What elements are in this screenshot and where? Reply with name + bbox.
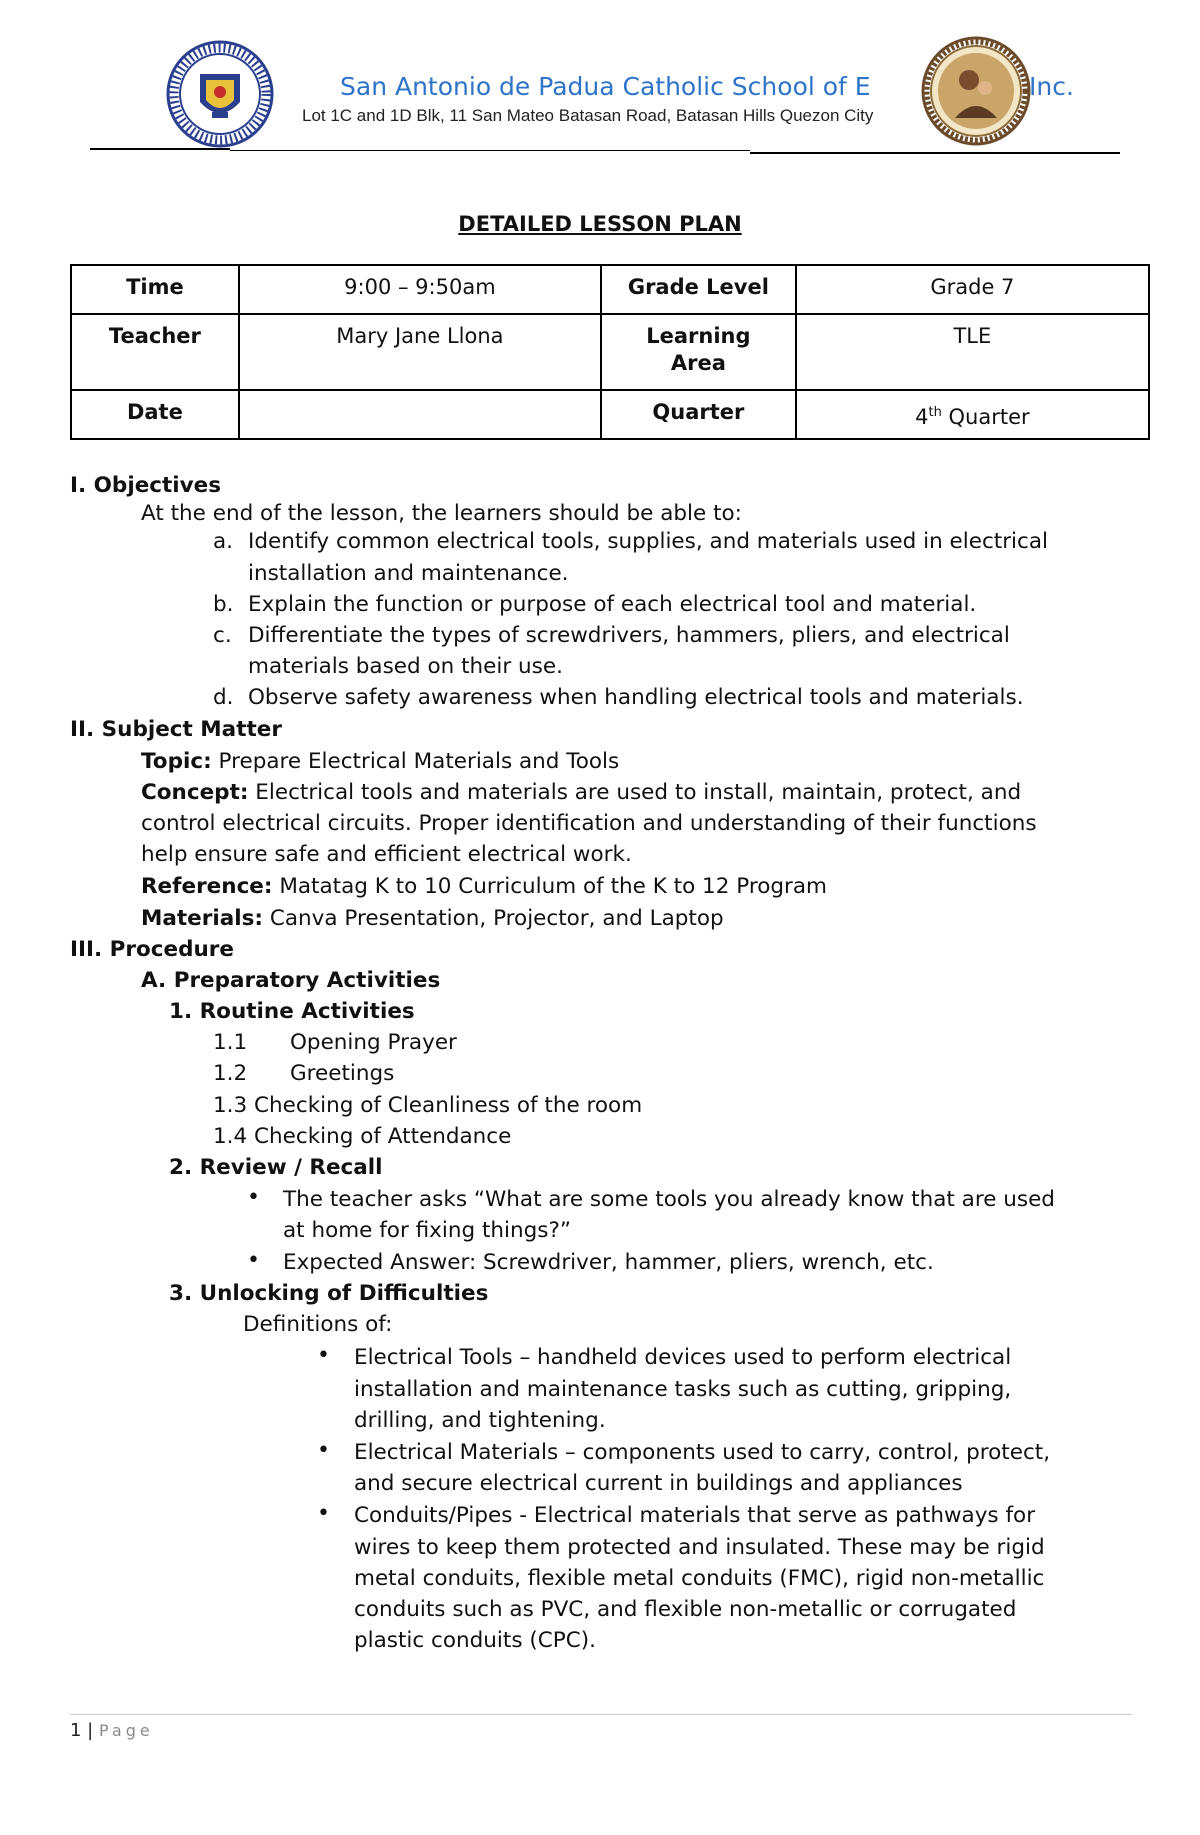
review-bullet-2: Expected Answer: Screwdriver, hammer, pliers, wrench, etc. [283,1250,934,1275]
objective-d-marker: d. [213,685,234,710]
objective-c-line1: Differentiate the types of screwdrivers, hammers, pliers, and electrical [248,623,1010,648]
definition-3-line1: Conduits/Pipes - Electrical materials that serve as pathways for [354,1503,1036,1528]
learning-area-value: TLE [796,314,1149,390]
time-label: Time [71,265,239,314]
school-name: San Antonio de Padua Catholic School of E [340,72,871,101]
quarter-number: 4 [915,405,929,429]
bullet-icon: • [317,1438,330,1463]
definitions-label: Definitions of: [243,1312,393,1337]
document-title: DETAILED LESSON PLAN [458,212,742,236]
concept-line3: help ensure safe and efficient electrical work. [141,842,632,867]
materials-line [141,905,724,933]
routine-3: 1.3 Checking of Cleanliness of the room [213,1093,643,1118]
preparatory-activities-heading: A. Preparatory Activities [141,968,441,993]
concept-label: Concept: [141,780,249,805]
routine-2-text: Greetings [290,1061,395,1086]
definition-1-line3: drilling, and tightening. [354,1408,606,1433]
learning-area-label-line2: Area [670,351,726,375]
concept-line2: control electrical circuits. Proper identification and understanding of their functions [141,811,1037,836]
review-bullet-1-line2: at home for fixing things?” [283,1218,572,1243]
header-rule-1 [90,148,230,150]
reference-label: Reference: [141,874,273,899]
teacher-label: Teacher [71,314,239,390]
bullet-icon: • [247,1248,260,1273]
routine-4: 1.4 Checking of Attendance [213,1124,512,1149]
learning-area-label-line1: Learning [646,324,751,348]
learning-area-label [601,314,796,390]
definition-3-line2: wires to keep them protected and insulated. These may be rigid [354,1535,1045,1560]
bullet-icon: • [317,1501,330,1526]
date-value [239,390,601,439]
grade-level-label: Grade Level [601,265,796,314]
reference-line [141,873,827,901]
definition-3-line5: plastic conduits (CPC). [354,1628,596,1653]
routine-1-text: Opening Prayer [290,1030,457,1055]
definition-2-line2: and secure electrical current in buildings and appliances [354,1471,963,1496]
objective-b-line1: Explain the function or purpose of each electrical tool and material. [248,592,977,617]
footer-rule [70,1714,1132,1715]
bullet-icon: • [317,1343,330,1368]
page-footer [70,1720,154,1741]
objective-a-marker: a. [213,529,234,554]
subject-matter-heading: II. Subject Matter [70,717,282,742]
header [0,0,1200,160]
table-row [71,390,1149,439]
deped-seal-icon [166,40,274,148]
definition-3-line3: metal conduits, flexible metal conduits (FMC), rigid non-metallic [354,1566,1045,1591]
topic-line [141,748,619,776]
routine-1-number: 1.1 [213,1030,248,1055]
definition-1-line1: Electrical Tools – handheld devices used to perform electrical [354,1345,1012,1370]
teacher-value: Mary Jane Llona [239,314,601,390]
unlocking-heading: 3. Unlocking of Difficulties [169,1281,489,1306]
materials-value: Canva Presentation, Projector, and Laptop [263,906,724,931]
header-rule-2 [230,150,750,151]
page-separator: | [81,1720,99,1741]
quarter-value [796,390,1149,439]
objectives-intro: At the end of the lesson, the learners should be able to: [141,501,742,526]
objective-d-line1: Observe safety awareness when handling electrical tools and materials. [248,685,1024,710]
review-heading: 2. Review / Recall [169,1155,383,1180]
objective-a-line1: Identify common electrical tools, supplies, and materials used in electrical [248,529,1049,554]
lesson-info-table [70,264,1150,440]
objective-a-line2: installation and maintenance. [248,561,569,586]
table-row [71,265,1149,314]
date-label: Date [71,390,239,439]
time-value: 9:00 – 9:50am [239,265,601,314]
table-row [71,314,1149,390]
objectives-heading: I. Objectives [70,473,222,498]
grade-level-value: Grade 7 [796,265,1149,314]
page-number: 1 [70,1720,82,1741]
quarter-label: Quarter [601,390,796,439]
materials-label: Materials: [141,906,264,931]
school-name-suffix: Inc. [1029,72,1074,101]
definition-3-line4: conduits such as PVC, and flexible non-metallic or corrugated [354,1597,1017,1622]
page-word: Page [98,1721,154,1740]
definition-1-line2: installation and maintenance tasks such as cutting, gripping, [354,1377,1012,1402]
quarter-ordinal: th [928,405,942,420]
routine-activities-heading: 1. Routine Activities [169,999,415,1024]
routine-2-number: 1.2 [213,1061,248,1086]
objective-c-marker: c. [213,623,232,648]
school-address: Lot 1C and 1D Blk, 11 San Mateo Batasan Road, Batasan Hills Quezon City [302,106,874,125]
saint-anthony-seal-icon [921,36,1031,146]
procedure-heading: III. Procedure [70,937,234,962]
header-rule-3 [750,152,1120,154]
topic-label: Topic: [141,749,212,774]
bullet-icon: • [247,1185,260,1210]
concept-line1 [141,779,1021,807]
objective-b-marker: b. [213,592,234,617]
definition-2-line1: Electrical Materials – components used to carry, control, protect, [354,1440,1051,1465]
quarter-word: Quarter [941,405,1030,429]
review-bullet-1-line1: The teacher asks “What are some tools you already know that are used [283,1187,1055,1212]
concept-text-1: Electrical tools and materials are used to install, maintain, protect, and [248,780,1022,805]
topic-value: Prepare Electrical Materials and Tools [211,749,620,774]
objective-c-line2: materials based on their use. [248,654,563,679]
reference-value: Matatag K to 10 Curriculum of the K to 12 Program [272,874,827,899]
